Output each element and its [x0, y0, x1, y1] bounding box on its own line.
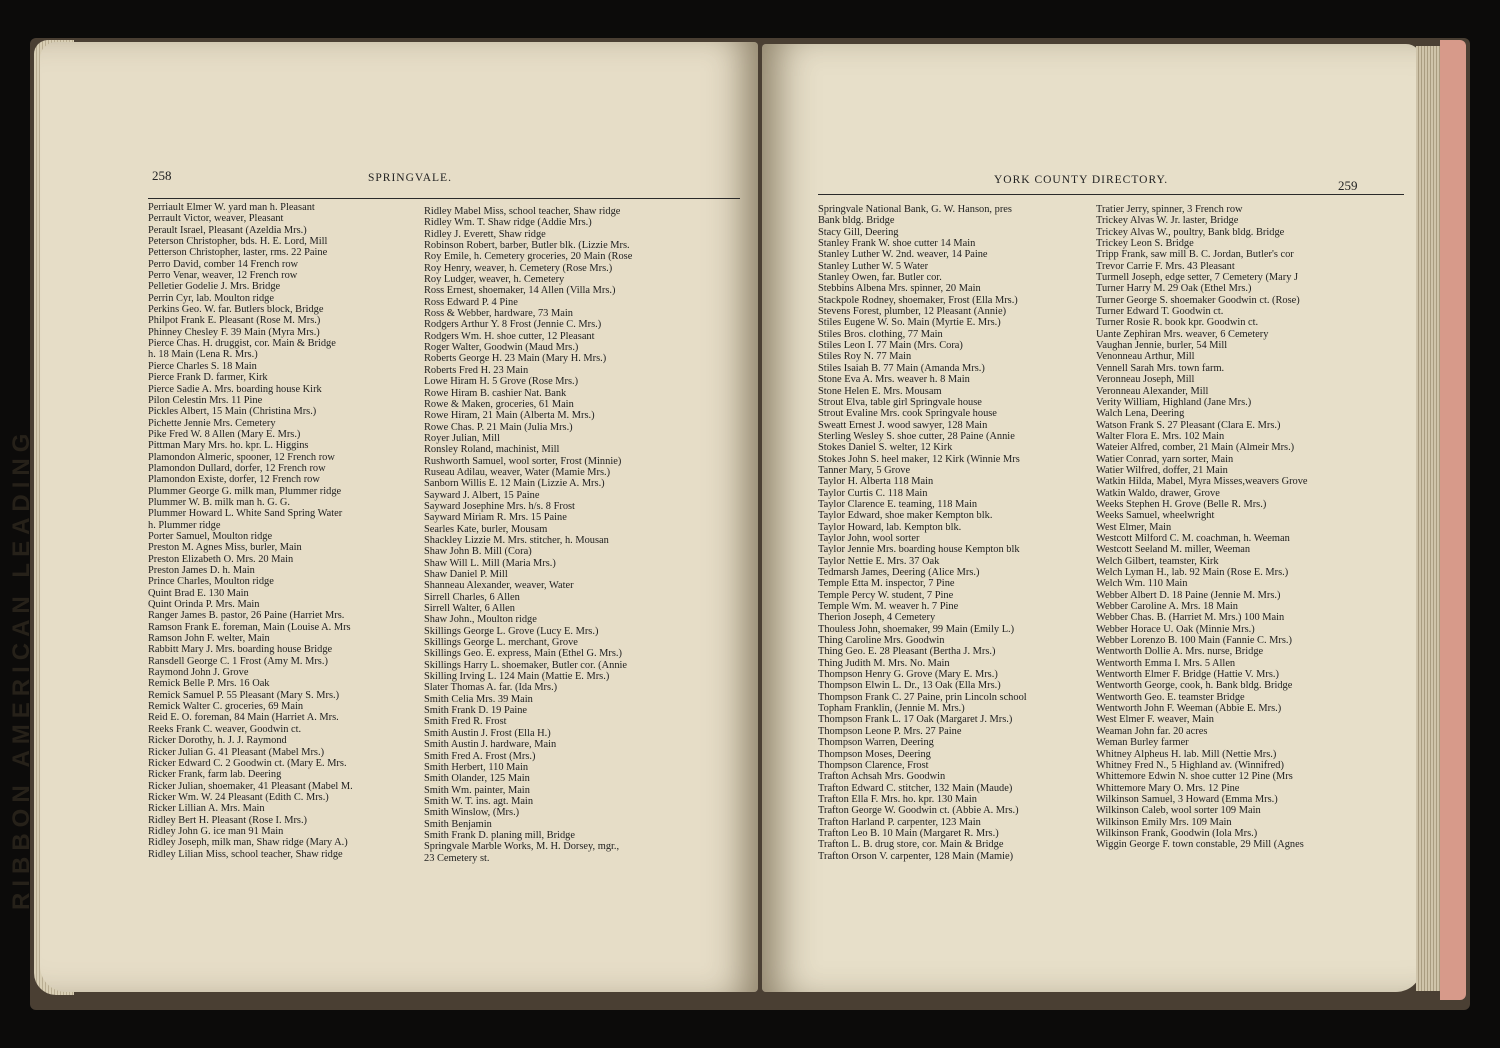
directory-entry: Roger Walter, Goodwin (Maud Mrs.) [424, 342, 579, 354]
directory-entry: Ridley J. Everett, Shaw ridge [424, 228, 546, 240]
directory-entry: Ridley Joseph, milk man, Shaw ridge (Mary A.) [148, 837, 348, 849]
directory-entry: Smith Austin J. hardware, Main [424, 739, 557, 751]
directory-entry: Roberts Fred H. 23 Main [424, 364, 529, 376]
directory-entry: Shanneau Alexander, weaver, Water [424, 580, 574, 592]
directory-entry: Weaman John far. 20 acres [1096, 725, 1208, 737]
directory-entry: Turner Harry M. 29 Oak (Ethel Mrs.) [1096, 283, 1252, 295]
directory-entry: Trafton L. B. drug store, cor. Main & Bridge [818, 839, 1004, 851]
directory-entry: Thing Geo. E. 28 Pleasant (Bertha J. Mrs.) [818, 646, 996, 658]
left-column-2 [424, 206, 724, 864]
directory-entry: Smith Frank D. planing mill, Bridge [424, 829, 575, 841]
directory-entry: Skilling Irving L. 124 Main (Mattie E. Mrs.) [424, 671, 610, 683]
directory-entry: Turner Rosie R. book kpr. Goodwin ct. [1096, 317, 1259, 329]
directory-entry: Stokes John S. heel maker, 12 Kirk (Winnie Mrs [818, 453, 1020, 465]
directory-entry: Thouless John, shoemaker, 99 Main (Emily L.) [818, 623, 1015, 635]
directory-entry: Prince Charles, Moulton ridge [148, 576, 274, 588]
directory-entry: Sirrell Walter, 6 Allen [424, 603, 515, 615]
directory-entry: Perkins Geo. W. far. Butlers block, Bridge [148, 304, 324, 316]
directory-entry: Thompson Warren, Deering [818, 737, 934, 749]
directory-entry: Therion Joseph, 4 Cemetery [818, 612, 936, 624]
directory-entry: Smith Herbert, 110 Main [424, 761, 529, 773]
directory-entry: Trafton Harland P. carpenter, 123 Main [818, 816, 981, 828]
directory-entry: Watier Wilfred, doffer, 21 Main [1096, 464, 1228, 476]
directory-entry: Walch Lena, Deering [1096, 408, 1185, 420]
directory-entry: Plamondon Existe, dorfer, 12 French row [148, 474, 320, 486]
directory-entry: Wilkinson Emily Mrs. 109 Main [1096, 816, 1232, 828]
directory-entry: Robinson Robert, barber, Butler blk. (Lizzie Mrs. [424, 240, 630, 252]
directory-entry: Taylor Edward, shoe maker Kempton blk. [818, 510, 993, 522]
directory-entry: Tedmarsh James, Deering (Alice Mrs.) [818, 567, 980, 578]
directory-entry: Turner Edward T. Goodwin ct. [1096, 306, 1224, 318]
directory-entry: Royer Julian, Mill [424, 432, 500, 444]
directory-entry: Turner George S. shoemaker Goodwin ct. (Rose) [1096, 294, 1300, 306]
right-page-number: 259 [1338, 178, 1358, 193]
left-column-1 [148, 202, 420, 860]
directory-entry: Pike Fred W. 8 Allen (Mary E. Mrs.) [148, 428, 301, 440]
directory-entry: Skillings Geo. E. express, Main (Ethel G. Mrs.) [424, 648, 622, 660]
directory-entry: Porter Samuel, Moulton ridge [148, 530, 273, 542]
directory-entry: Sayward J. Albert, 15 Paine [424, 489, 540, 501]
directory-entry: Trickey Leon S. Bridge [1096, 238, 1194, 250]
directory-entry: Remick Walter C. groceries, 69 Main [148, 701, 304, 713]
directory-entry: Webber Lorenzo B. 100 Main (Fannie C. Mrs.) [1096, 635, 1292, 647]
directory-entry: Vennell Sarah Mrs. town farm. [1096, 362, 1225, 374]
directory-entry: Perrault Victor, weaver, Pleasant [148, 213, 284, 225]
directory-entry: Trevor Carrie F. Mrs. 43 Pleasant [1096, 260, 1235, 272]
directory-entry: Topham Franklin, (Jennie M. Mrs.) [818, 703, 965, 715]
directory-entry: Remick Belle P. Mrs. 16 Oak [148, 678, 270, 690]
directory-entry: Skillings Harry L. shoemaker, Butler cor. (Annie [424, 659, 628, 671]
directory-entry: Lowe Hiram H. 5 Grove (Rose Mrs.) [424, 376, 579, 388]
directory-entry: Sterling Wesley S. shoe cutter, 28 Paine (Annie [818, 430, 1015, 442]
directory-entry: Smith Austin J. Frost (Ella H.) [424, 727, 551, 739]
directory-entry: Ridley Mabel Miss, school teacher, Shaw ridge [424, 206, 621, 217]
directory-entry: Shackley Lizzie M. Mrs. stitcher, h. Mousan [424, 534, 609, 546]
directory-entry: Ramson Frank E. foreman, Main (Louise A. Mrs [148, 621, 351, 633]
directory-entry: Taylor Clarence E. teaming, 118 Main [818, 498, 978, 510]
directory-entry: Ricker Julian, shoemaker, 41 Pleasant (Mabel M. [148, 780, 353, 792]
directory-entry: Wilkinson Samuel, 3 Howard (Emma Mrs.) [1096, 793, 1278, 805]
directory-entry: Vaughan Jennie, burler, 54 Mill [1096, 340, 1228, 352]
cover-edge [1440, 40, 1466, 1000]
directory-entry: Westcott Milford C. M. coachman, h. Weeman [1096, 532, 1290, 544]
directory-entry: Thompson Elwin L. Dr., 13 Oak (Ella Mrs.) [818, 680, 1001, 692]
directory-entry: Ricker Julian G. 41 Pleasant (Mabel Mrs.) [148, 746, 325, 758]
directory-entry: Taylor John, wool sorter [818, 532, 920, 544]
directory-entry: Sayward Miriam R. Mrs. 15 Paine [424, 512, 567, 524]
directory-entry: Ruseau Adilau, weaver, Water (Mamie Mrs.) [424, 466, 611, 478]
directory-entry: Stiles Leon I. 77 Main (Mrs. Cora) [818, 340, 963, 352]
directory-entry: Rowe Chas. P. 21 Main (Julia Mrs.) [424, 421, 573, 433]
directory-entry: Pichette Jennie Mrs. Cemetery [148, 417, 276, 429]
directory-entry: West Elmer, Main [1096, 521, 1172, 533]
directory-entry: Smith Wm. painter, Main [424, 784, 530, 796]
directory-entry: Trickey Alvas W., poultry, Bank bldg. Bridge [1096, 226, 1285, 238]
right-header-rule [818, 194, 1404, 195]
directory-entry: Thompson Frank L. 17 Oak (Margaret J. Mrs.) [818, 714, 1013, 726]
directory-entry: Roy Henry, weaver, h. Cemetery (Rose Mrs.) [424, 262, 613, 274]
directory-entry: Peterson Christopher, bds. H. E. Lord, Mill [148, 236, 328, 248]
directory-entry: Ridley Wm. T. Shaw ridge (Addie Mrs.) [424, 217, 592, 229]
directory-entry: Perro Venar, weaver, 12 French row [148, 270, 298, 282]
directory-entry: Smith Celia Mrs. 39 Main [424, 693, 533, 705]
directory-entry: Whittemore Mary O. Mrs. 12 Pine [1096, 782, 1240, 794]
directory-entry: Walter Flora E. Mrs. 102 Main [1096, 430, 1225, 442]
directory-entry: Preston Elizabeth O. Mrs. 20 Main [148, 553, 294, 565]
directory-entry: Shaw Will L. Mill (Maria Mrs.) [424, 557, 556, 569]
directory-entry: Westcott Seeland M. miller, Weeman [1096, 544, 1251, 556]
directory-entry: Skillings George L. merchant, Grove [424, 637, 578, 649]
directory-entry: Trafton Leo B. 10 Main (Margaret R. Mrs.) [818, 827, 999, 839]
directory-entry: Watkin Hilda, Mabel, Myra Misses,weavers Grove [1096, 476, 1308, 488]
directory-entry: Taylor Jennie Mrs. boarding house Kempton blk [818, 544, 1020, 556]
directory-entry: Perriault Elmer W. yard man h. Pleasant [148, 202, 315, 213]
directory-entry: Stanley Luther W. 5 Water [818, 260, 929, 272]
directory-entry: Whitney Alpheus H. lab. Mill (Nettie Mrs.) [1096, 748, 1277, 760]
directory-entry: Roy Emile, h. Cemetery groceries, 20 Main (Rose [424, 251, 633, 263]
directory-entry: Temple Wm. M. weaver h. 7 Pine [818, 601, 959, 613]
directory-entry: Uante Zephiran Mrs. weaver, 6 Cemetery [1096, 328, 1269, 340]
directory-entry: Temple Percy W. student, 7 Pine [818, 589, 954, 601]
right-column-1 [818, 204, 1086, 862]
directory-entry: Slater Thomas A. far. (Ida Mrs.) [424, 682, 558, 694]
directory-entry: Rowe & Maken, groceries, 61 Main [424, 398, 574, 410]
directory-entry: Thompson Frank C. 27 Paine, prin Lincoln school [818, 691, 1027, 703]
directory-entry: Strout Evaline Mrs. cook Springvale house [818, 408, 997, 420]
directory-entry: Ricker Frank, farm lab. Deering [148, 769, 282, 781]
directory-entry: Welch Lyman H., lab. 92 Main (Rose E. Mrs.) [1096, 567, 1289, 578]
directory-entry: Stone Helen E. Mrs. Mousam [818, 385, 942, 397]
directory-entry: Trafton Ella F. Mrs. ho. kpr. 130 Main [818, 793, 977, 805]
directory-entry: Trickey Alvas W. Jr. laster, Bridge [1096, 215, 1239, 227]
directory-entry: Sanborn Willis E. 12 Main (Lizzie A. Mrs.) [424, 478, 605, 490]
spine-lettering: RIBBON AMERICAN LEADING [8, 427, 35, 910]
directory-entry: Reid E. O. foreman, 84 Main (Harriet A. Mrs. [148, 712, 339, 724]
directory-entry: Skillings George L. Grove (Lucy E. Mrs.) [424, 625, 599, 637]
directory-entry: Perrin Cyr, lab. Moulton ridge [148, 292, 274, 304]
directory-entry: 23 Cemetery st. [424, 852, 490, 864]
directory-entry: Pierce Frank D. farmer, Kirk [148, 372, 268, 384]
directory-entry: Stone Eva A. Mrs. weaver h. 8 Main [818, 374, 970, 386]
directory-entry: Stiles Roy N. 77 Main [818, 351, 912, 363]
directory-entry: Reeks Frank C. weaver, Goodwin ct. [148, 723, 302, 735]
directory-entry: Thompson Henry G. Grove (Mary E. Mrs.) [818, 669, 998, 681]
directory-entry: Shaw John B. Mill (Cora) [424, 546, 532, 558]
directory-entry: Veronneau Alexander, Mill [1096, 385, 1209, 397]
directory-entry: Pelletier Godelie J. Mrs. Bridge [148, 281, 281, 293]
directory-entry: Stiles Isaiah B. 77 Main (Amanda Mrs.) [818, 362, 985, 374]
left-page [40, 42, 758, 992]
right-page [762, 44, 1422, 992]
directory-entry: Smith Frank D. 19 Paine [424, 705, 528, 717]
directory-entry: Trafton George W. Goodwin ct. (Abbie A. Mrs.) [818, 805, 1019, 817]
directory-entry: Plamondon Almeric, spooner, 12 French row [148, 451, 335, 463]
directory-entry: Rodgers Arthur Y. 8 Frost (Jennie C. Mrs.) [424, 319, 602, 331]
directory-entry: Stanley Frank W. shoe cutter 14 Main [818, 238, 976, 250]
directory-entry: Pierce Sadie A. Mrs. boarding house Kirk [148, 383, 322, 395]
directory-entry: Pickles Albert, 15 Main (Christina Mrs.) [148, 406, 317, 418]
directory-entry: Wentworth Elmer F. Bridge (Hattie V. Mrs.) [1096, 669, 1279, 681]
directory-entry: Stanley Owen, far. Butler cor. [818, 272, 942, 284]
directory-entry: Shaw Daniel P. Mill [424, 569, 508, 580]
directory-entry: Ross Ernest, shoemaker, 14 Allen (Villa Mrs.) [424, 285, 616, 297]
directory-entry: Welch Gilbert, teamster, Kirk [1096, 555, 1219, 567]
directory-entry: Plummer W. B. milk man h. G. G. [148, 496, 291, 508]
directory-entry: Sweatt Ernest J. wood sawyer, 128 Main [818, 419, 988, 431]
directory-entry: Smith W. T. ins. agt. Main [424, 795, 534, 807]
directory-entry: Pierce Charles S. 18 Main [148, 360, 257, 372]
directory-entry: Temple Etta M. inspector, 7 Pine [818, 578, 955, 590]
directory-entry: Weeks Samuel, wheelwright [1096, 510, 1215, 522]
directory-entry: Smith Olander, 125 Main [424, 773, 530, 785]
directory-entry: Smith Winslow, (Mrs.) [424, 807, 520, 819]
directory-entry: Stiles Eugene W. So. Main (Myrtie E. Mrs.) [818, 317, 1001, 329]
directory-entry: Venonneau Arthur, Mill [1096, 351, 1195, 363]
directory-entry: Wateier Alfred, comber, 21 Main (Almeir Mrs.) [1096, 442, 1295, 454]
right-page-edges [1416, 46, 1440, 991]
directory-entry: Sirrell Charles, 6 Allen [424, 591, 520, 603]
directory-entry: Watson Frank S. 27 Pleasant (Clara E. Mrs.) [1096, 419, 1281, 431]
directory-entry: Plummer Howard L. White Sand Spring Water [148, 508, 343, 520]
directory-entry: Ricker Edward C. 2 Goodwin ct. (Mary E. Mrs. [148, 757, 347, 769]
directory-entry: Ransdell George C. 1 Frost (Amy M. Mrs.) [148, 655, 328, 667]
directory-entry: Stevens Forest, plumber, 12 Pleasant (Annie) [818, 306, 1007, 318]
directory-entry: Rodgers Wm. H. shoe cutter, 12 Pleasant [424, 330, 595, 342]
directory-entry: Perault Israel, Pleasant (Azeldia Mrs.) [148, 224, 307, 236]
directory-entry: Stackpole Rodney, shoemaker, Frost (Ella Mrs.) [818, 294, 1018, 306]
directory-entry: Remick Samuel P. 55 Pleasant (Mary S. Mrs.) [148, 689, 340, 701]
directory-entry: Wentworth Emma I. Mrs. 5 Allen [1096, 657, 1236, 669]
left-page-number: 258 [152, 168, 172, 183]
directory-entry: Smith Fred A. Frost (Mrs.) [424, 750, 536, 762]
directory-entry: Taylor Howard, lab. Kempton blk. [818, 521, 962, 533]
directory-entry: Rushworth Samuel, wool sorter, Frost (Minnie) [424, 455, 622, 467]
directory-entry: Thompson Leone P. Mrs. 27 Paine [818, 725, 962, 737]
directory-entry: Wentworth Dollie A. Mrs. nurse, Bridge [1096, 646, 1264, 658]
directory-entry: Ross & Webber, hardware, 73 Main [424, 308, 573, 320]
directory-entry: Stokes Daniel S. welter, 12 Kirk [818, 442, 953, 454]
directory-entry: Ronsley Roland, machinist, Mill [424, 444, 560, 456]
directory-entry: Stacy Gill, Deering [818, 226, 899, 238]
directory-entry: Taylor Curtis C. 118 Main [818, 487, 928, 499]
directory-entry: Watkin Waldo, drawer, Grove [1096, 487, 1220, 499]
directory-entry: Thing Caroline Mrs. Goodwin [818, 635, 945, 647]
directory-entry: Weeks Stephen H. Grove (Belle R. Mrs.) [1096, 498, 1267, 510]
directory-entry: Phinney Chesley F. 39 Main (Myra Mrs.) [148, 326, 320, 338]
directory-entry: Weman Burley farmer [1096, 737, 1189, 749]
directory-entry: Stanley Luther W. 2nd. weaver, 14 Paine [818, 249, 988, 261]
directory-entry: Plummer George G. milk man, Plummer ridge [148, 485, 342, 497]
directory-entry: Shaw John., Moulton ridge [424, 614, 537, 626]
directory-entry: Thing Judith M. Mrs. No. Main [818, 657, 950, 669]
directory-entry: Preston M. Agnes Miss, burler, Main [148, 542, 302, 554]
directory-entry: Strout Elva, table girl Springvale house [818, 396, 982, 408]
directory-entry: Whitney Fred N., 5 Highland av. (Winnifred) [1096, 759, 1284, 771]
directory-entry: Smith Benjamin [424, 818, 492, 830]
directory-entry: Ridley Bert H. Pleasant (Rose I. Mrs.) [148, 814, 308, 826]
directory-entry: Philpot Frank E. Pleasant (Rose M. Mrs.) [148, 315, 321, 327]
directory-entry: Webber Horace U. Oak (Minnie Mrs.) [1096, 623, 1255, 635]
directory-entry: Ricker Lillian A. Mrs. Main [148, 803, 265, 815]
directory-entry: Taylor Nettie E. Mrs. 37 Oak [818, 555, 940, 567]
directory-entry: Tripp Frank, saw mill B. C. Jordan, Butler's cor [1096, 249, 1294, 261]
directory-entry: Wilkinson Frank, Goodwin (Iola Mrs.) [1096, 827, 1258, 839]
directory-entry: Webber Caroline A. Mrs. 18 Main [1096, 601, 1239, 613]
directory-entry: Perro David, comber 14 French row [148, 258, 299, 270]
directory-entry: Trafton Orson V. carpenter, 128 Main (Mamie) [818, 850, 1014, 862]
directory-entry: Quint Brad E. 130 Main [148, 587, 249, 599]
directory-entry: Ross Edward P. 4 Pine [424, 296, 518, 308]
directory-entry: Roy Ludger, weaver, h. Cemetery [424, 274, 565, 286]
directory-entry: Ricker Dorothy, h. J. J. Raymond [148, 735, 287, 747]
directory-entry: Thompson Clarence, Frost [818, 759, 929, 771]
directory-entry: Pittman Mary Mrs. ho. kpr. L. Higgins [148, 440, 309, 452]
directory-entry: Wiggin George F. town constable, 29 Mill (Agnes [1096, 839, 1304, 851]
directory-entry: Bank bldg. Bridge [818, 215, 895, 227]
directory-entry: Wilkinson Caleb, wool sorter 109 Main [1096, 805, 1261, 817]
directory-entry: Petterson Christopher, laster, rms. 22 Paine [148, 247, 328, 259]
directory-entry: Springvale National Bank, G. W. Hanson, pres [818, 204, 1012, 215]
directory-entry: Wentworth Geo. E. teamster Bridge [1096, 691, 1245, 703]
directory-entry: Springvale Marble Works, M. H. Dorsey, mgr., [424, 841, 620, 853]
directory-entry: Quint Orinda P. Mrs. Main [148, 599, 260, 611]
directory-entry: Watier Conrad, yarn sorter, Main [1096, 453, 1234, 465]
directory-entry: Thompson Moses, Deering [818, 748, 931, 760]
directory-entry: Pierce Chas. H. druggist, cor. Main & Bridge [148, 338, 336, 350]
directory-entry: Plamondon Dullard, dorfer, 12 French row [148, 462, 326, 474]
directory-entry: Wentworth George, cook, h. Bank bldg. Bridge [1096, 680, 1293, 692]
directory-entry: Stebbins Albena Mrs. spinner, 20 Main [818, 283, 981, 295]
directory-entry: Welch Wm. 110 Main [1096, 578, 1188, 590]
directory-entry: Webber Chas. B. (Harriet M. Mrs.) 100 Main [1096, 612, 1285, 624]
directory-entry: Smith Fred R. Frost [424, 716, 507, 728]
directory-entry: Roberts George H. 23 Main (Mary H. Mrs.) [424, 353, 607, 365]
right-page-header: YORK COUNTY DIRECTORY. [994, 174, 1169, 186]
directory-entry: Tanner Mary, 5 Grove [818, 464, 911, 476]
directory-entry: Raymond John J. Grove [148, 667, 249, 679]
directory-entry: Wentworth John F. Weeman (Abbie E. Mrs.) [1096, 703, 1282, 715]
right-column-2 [1096, 204, 1390, 851]
directory-entry: h. 18 Main (Lena R. Mrs.) [148, 349, 258, 361]
directory-entry: Rowe Hiram, 21 Main (Alberta M. Mrs.) [424, 410, 595, 422]
directory-entry: Turmell Joseph, edge setter, 7 Cemetery (Mary J [1096, 272, 1299, 284]
directory-entry: Rowe Hiram B. cashier Nat. Bank [424, 387, 567, 399]
directory-entry: Pilon Celestin Mrs. 11 Pine [148, 394, 263, 406]
directory-entry: Webber Albert D. 18 Paine (Jennie M. Mrs.) [1096, 589, 1281, 601]
left-page-header: SPRINGVALE. [368, 172, 452, 184]
directory-entry: Ridley John G. ice man 91 Main [148, 825, 284, 837]
directory-entry: West Elmer F. weaver, Main [1096, 714, 1214, 726]
directory-entry: Tratier Jerry, spinner, 3 French row [1096, 204, 1243, 215]
directory-entry: Searles Kate, burler, Mousam [424, 523, 548, 535]
directory-entry: Sayward Josephine Mrs. h/s. 8 Frost [424, 500, 575, 512]
directory-entry: Ranger James B. pastor, 26 Paine (Harriet Mrs. [148, 610, 345, 622]
directory-entry: Stiles Bros. clothing, 77 Main [818, 328, 943, 340]
directory-entry: Verity William, Highland (Jane Mrs.) [1096, 396, 1252, 408]
left-header-rule [148, 198, 740, 199]
directory-entry: Ridley Lilian Miss, school teacher, Shaw ridge [148, 848, 343, 860]
directory-entry: Veronneau Joseph, Mill [1096, 374, 1195, 386]
directory-entry: Trafton Edward C. stitcher, 132 Main (Maude) [818, 782, 1013, 794]
directory-entry: Whittemore Edwin N. shoe cutter 12 Pine (Mrs [1096, 771, 1293, 783]
directory-entry: h. Plummer ridge [148, 519, 221, 531]
directory-entry: Ricker Wm. W. 24 Pleasant (Edith C. Mrs.) [148, 791, 329, 803]
directory-entry: Ramson John F. welter, Main [148, 633, 270, 645]
directory-entry: Taylor H. Alberta 118 Main [818, 476, 934, 488]
directory-entry: Rabbitt Mary J. Mrs. boarding house Bridge [148, 644, 333, 656]
directory-entry: Preston James D. h. Main [148, 565, 255, 576]
directory-entry: Trafton Achsah Mrs. Goodwin [818, 771, 946, 783]
